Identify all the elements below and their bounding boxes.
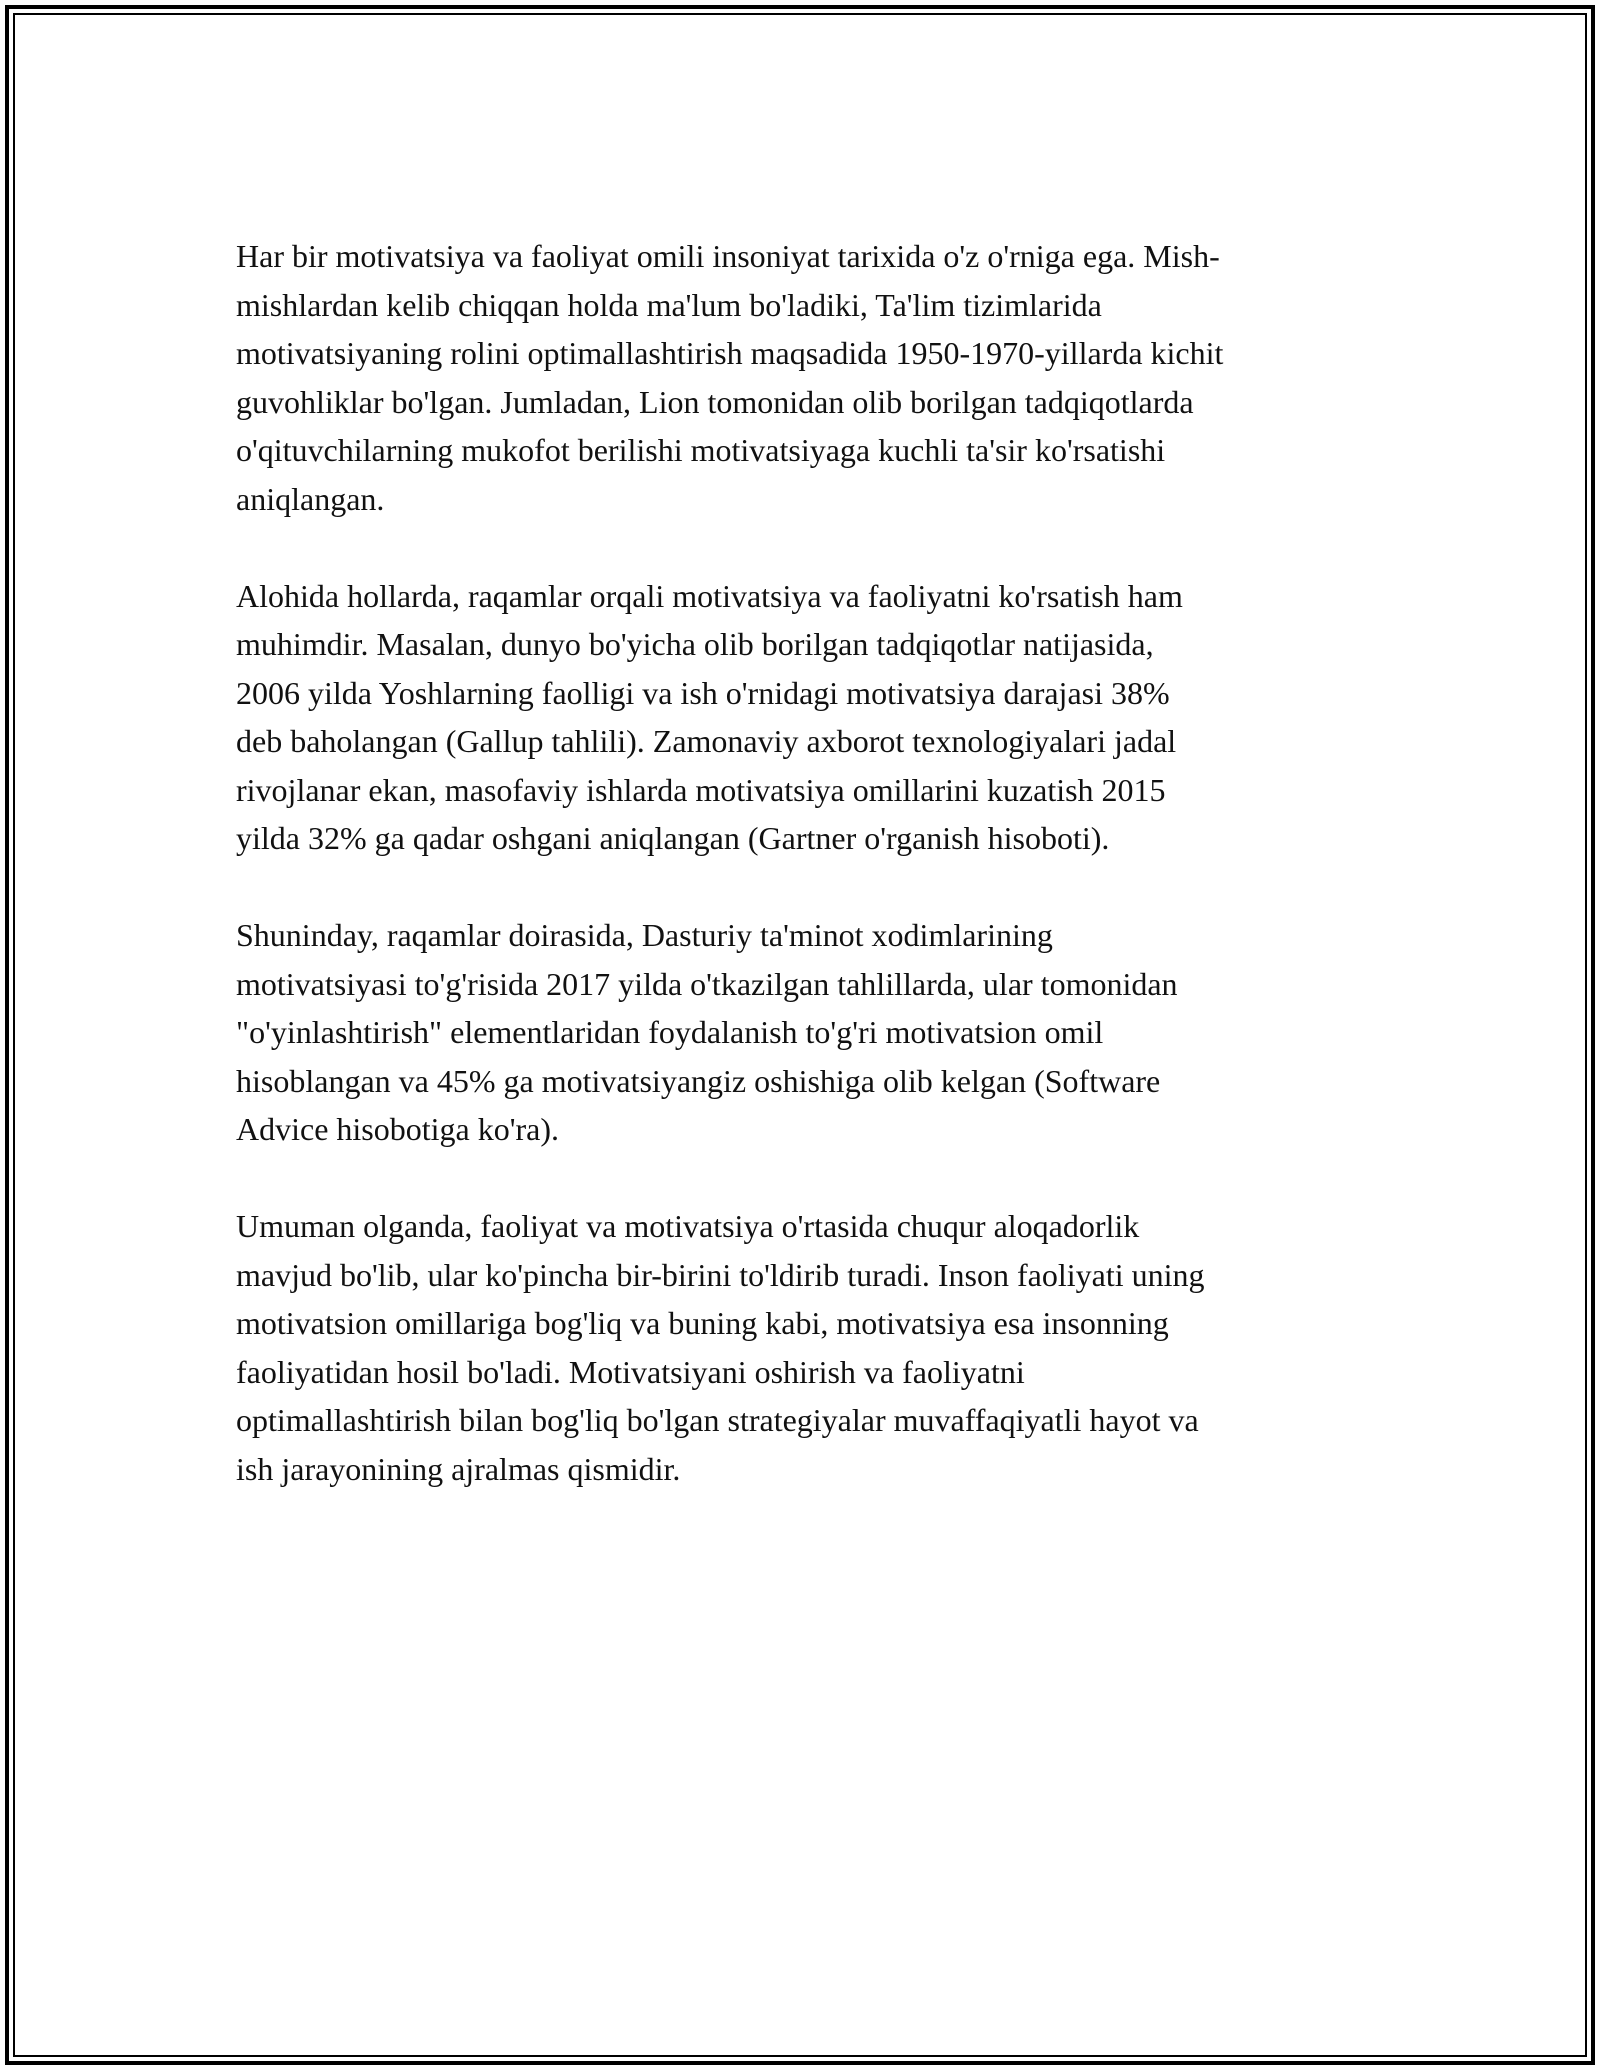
text-line: 2006 yilda Yoshlarning faolligi va ish o'rnidagi motivatsiya darajasi 38% xyxy=(236,674,1170,711)
text-line: motivatsion omillariga bog'liq va buning kabi, motivatsiya esa insonning xyxy=(236,1305,1169,1341)
document-body xyxy=(236,232,1376,1542)
text-line: motivatsiyaning rolini optimallashtirish maqsadida 1950-1970-yillarda kichit xyxy=(236,335,1224,371)
paragraph-4 xyxy=(236,1202,1376,1493)
text-line: faoliyatidan hosil bo'ladi. Motivatsiyani oshirish va faoliyatni xyxy=(236,1353,1025,1390)
text-line: hisoblangan va 45% ga motivatsiyangiz oshishiga olib kelgan (Software xyxy=(236,1062,1161,1099)
text-line: Har bir motivatsiya va faoliyat omili insoniyat tarixida o'z o'rniga ega. Mish- xyxy=(236,238,1220,274)
text-line: deb baholangan (Gallup tahlili). Zamonaviy axborot texnologiyalari jadal xyxy=(236,723,1177,759)
text-line: o'qituvchilarning mukofot berilishi motivatsiyaga kuchli ta'sir ko'rsatishi xyxy=(236,432,1166,468)
text-line: muhimdir. Masalan, dunyo bo'yicha olib borilgan tadqiqotlar natijasida, xyxy=(236,626,1154,662)
text-line: Advice hisobotiga ko'ra). xyxy=(236,1111,560,1147)
text-line: Alohida hollarda, raqamlar orqali motivatsiya va faoliyatni ko'rsatish ham xyxy=(236,577,1183,614)
text-line: optimallashtirish bilan bog'liq bo'lgan strategiyalar muvaffaqiyatli hayot va xyxy=(236,1402,1199,1438)
text-line: yilda 32% ga qadar oshgani aniqlangan (Gartner o'rganish hisoboti). xyxy=(236,820,1110,856)
text-line: Shuninday, raqamlar doirasida, Dasturiy ta'minot xodimlarining xyxy=(236,917,1053,953)
text-line: motivatsiyasi to'g'risida 2017 yilda o'tkazilgan tahlillarda, ular tomonidan xyxy=(236,965,1178,1002)
paragraph-2 xyxy=(236,572,1376,863)
text-line: rivojlanar ekan, masofaviy ishlarda motivatsiya omillarini kuzatish 2015 xyxy=(236,771,1166,808)
text-line: aniqlangan. xyxy=(236,480,385,517)
text-line: Umuman olganda, faoliyat va motivatsiya o'rtasida chuqur aloqadorlik xyxy=(236,1208,1140,1244)
paragraph-3 xyxy=(236,911,1376,1154)
text-line: guvohliklar bo'lgan. Jumladan, Lion tomonidan olib borilgan tadqiqotlarda xyxy=(236,383,1194,420)
text-line: mavjud bo'lib, ular ko'pincha bir-birini to'ldirib turadi. Inson faoliyati uning xyxy=(236,1256,1205,1293)
paragraph-1 xyxy=(236,232,1376,523)
text-line: ish jarayonining ajralmas qismidir. xyxy=(236,1450,681,1487)
text-line: mishlardan kelib chiqqan holda ma'lum bo'ladiki, Ta'lim tizimlarida xyxy=(236,286,1102,323)
text-line: "o'yinlashtirish" elementlaridan foydalanish to'g'ri motivatsion omil xyxy=(236,1014,1104,1050)
